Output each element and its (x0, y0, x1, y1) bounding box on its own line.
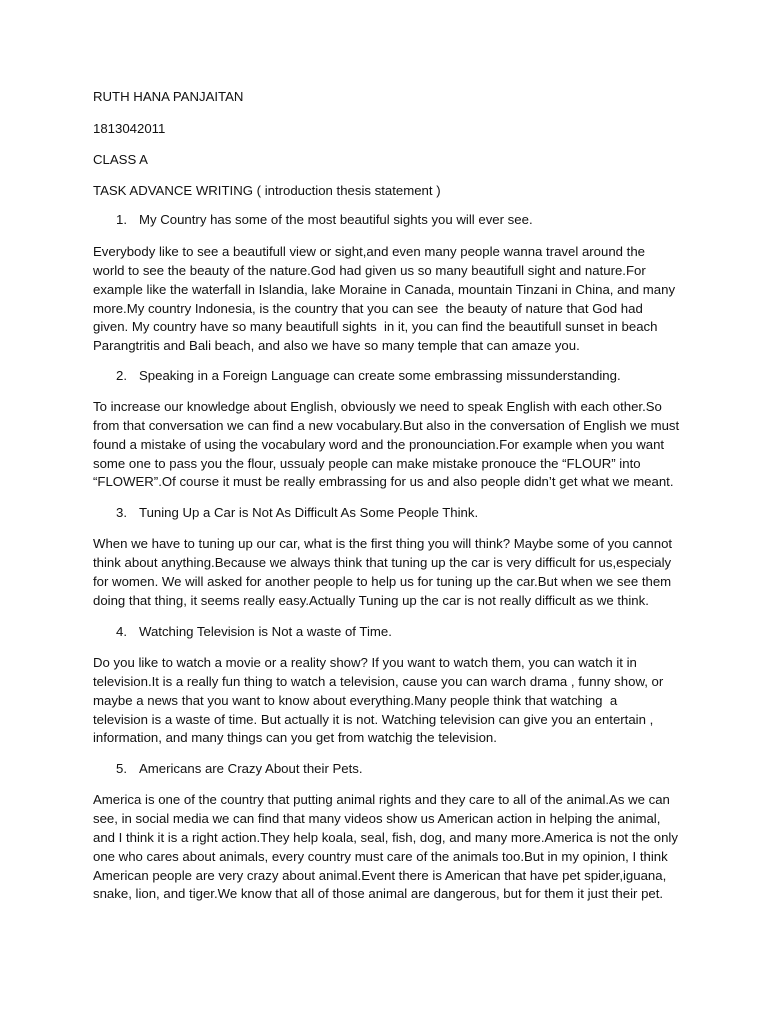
class-label: CLASS A (93, 152, 148, 167)
section-3-heading (116, 504, 478, 523)
paragraph-line: American people are very crazy about animal.Event there is American that have pet spider,iguana, (93, 868, 667, 883)
paragraph-line: television is a waste of time. But actually it is not. Watching television can give you an entertain , (93, 712, 654, 727)
section-4-heading (116, 623, 392, 642)
paragraph-line: doing that thing, it seems really easy.Actually Tuning up the car is not really difficult as we think. (93, 593, 649, 608)
paragraph-line: one who cares about animals, every country must care of the animals too.But in my opinion, I think (93, 849, 668, 864)
section-5-heading (116, 760, 363, 779)
paragraph-line: Parangtritis and Bali beach, and also we have so many temple that can amaze you. (93, 338, 580, 353)
student-id: 1813042011 (93, 121, 166, 136)
paragraph-line: more.My country Indonesia, is the country that you can see the beauty of nature that God had (93, 301, 643, 316)
section-title: Americans are Crazy About their Pets. (139, 761, 363, 776)
paragraph-line: example like the waterfall in Islandia, lake Moraine in Canada, mountain Tinzani in China, and many (93, 282, 676, 297)
paragraph-line: To increase our knowledge about English, obviously we need to speak English with each other.So (93, 399, 662, 414)
section-title: Tuning Up a Car is Not As Difficult As Some People Think. (139, 505, 479, 520)
section-number: 4. (116, 624, 127, 639)
paragraph-line: snake, lion, and tiger.We know that all of those animal are dangerous, but for them it just their pet. (93, 886, 664, 901)
task-title: TASK ADVANCE WRITING ( introduction thesis statement ) (93, 183, 441, 198)
paragraph-line: television.It is a really fun thing to watch a television, cause you can warch drama , funny show, or (93, 674, 664, 689)
paragraph-line: America is one of the country that putting animal rights and they care to all of the animal.As we can (93, 792, 670, 807)
paragraph-line: maybe a news that you want to know about everything.Many people think that watching a (93, 693, 618, 708)
section-number: 3. (116, 505, 127, 520)
paragraph-line: see, in social media we can find that many videos show us American action in helping the animal, (93, 811, 661, 826)
section-title: My Country has some of the most beautiful sights you will ever see. (139, 212, 533, 227)
paragraph-line: world to see the beauty of the nature.God had given us so many beautifull sight and nature.For (93, 263, 646, 278)
paragraph-line: Everybody like to see a beautifull view or sight,and even many people wanna travel around the (93, 244, 646, 259)
author-name: RUTH HANA PANJAITAN (93, 89, 244, 104)
section-title: Speaking in a Foreign Language can create some embrassing missunderstanding. (139, 368, 621, 383)
paragraph-line: given. My country have so many beautifull sights in it, you can find the beautifull sunset in beach (93, 319, 658, 334)
section-number: 2. (116, 368, 127, 383)
section-1-heading (116, 211, 533, 230)
paragraph-line: some one to pass you the flour, ussualy people can make mistake pronouce the “FLOUR” into (93, 456, 641, 471)
paragraph-line: from that conversation we can find a new vocabulary.But also in the conversation of English we must (93, 418, 680, 433)
paragraph-line: think about anything.Because we always think that tuning up the car is very difficult for us,especialy (93, 555, 672, 570)
paragraph-line: “FLOWER”.Of course it must be really embrassing for us and also people didn’t get what we meant. (93, 474, 674, 489)
paragraph-line: found a mistake of using the vocabulary word and the pronounciation.For example when you want (93, 437, 665, 452)
paragraph-line: Do you like to watch a movie or a reality show? If you want to watch them, you can watch it in (93, 655, 637, 670)
paragraph-line: When we have to tuning up our car, what is the first thing you will think? Maybe some of you cannot (93, 536, 673, 551)
paragraph-line: and I think it is a right action.They help koala, seal, fish, dog, and many more.America is not the only (93, 830, 678, 845)
section-number: 5. (116, 761, 127, 776)
section-number: 1. (116, 212, 127, 227)
paragraph-line: information, and many things can you get from watchig the television. (93, 730, 497, 745)
section-2-heading (116, 367, 621, 386)
section-title: Watching Television is Not a waste of Time. (139, 624, 392, 639)
paragraph-line: for women. We will asked for another people to help us for tuning up the car.But when we see them (93, 574, 672, 589)
